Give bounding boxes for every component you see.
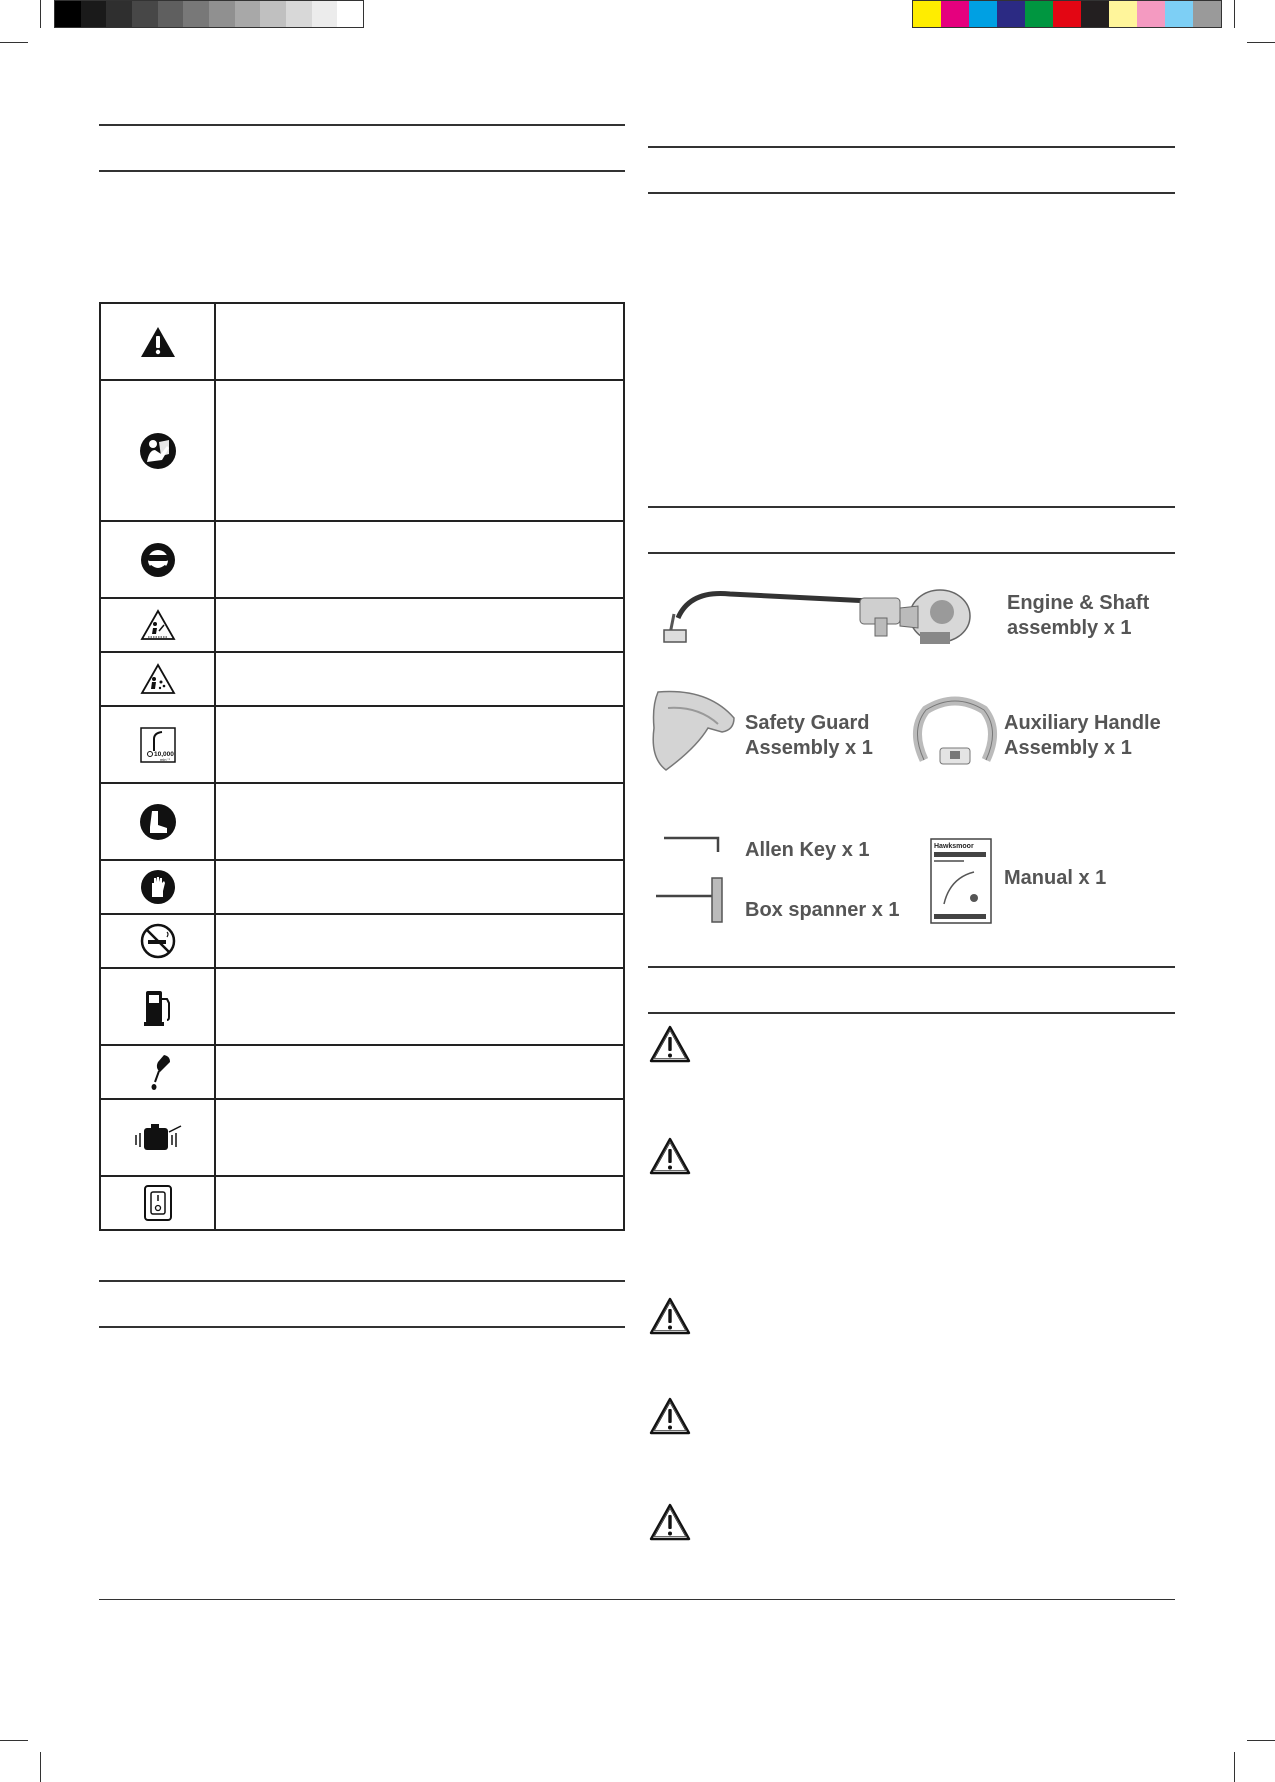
gray-swatch [81, 1, 107, 27]
crop-mark [40, 0, 41, 28]
table-row [100, 860, 624, 914]
max-speed-rpm-icon [140, 727, 176, 763]
table-row [100, 968, 624, 1045]
section-rule [648, 506, 1175, 508]
speed-unit-label: min⁻¹ [159, 756, 170, 762]
section-rule [99, 170, 625, 172]
fuel-pump-icon [142, 987, 174, 1027]
warning-triangle-icon [648, 1502, 692, 1542]
on-off-switch-icon [143, 1184, 173, 1222]
speed-value-label: 10,000 [153, 750, 174, 758]
crop-mark [1247, 1740, 1275, 1741]
table-row [100, 380, 624, 521]
color-swatch [1165, 1, 1193, 27]
gray-swatch [235, 1, 261, 27]
table-row [100, 783, 624, 860]
crop-mark [1234, 1752, 1235, 1782]
color-swatch [1081, 1, 1109, 27]
table-row [100, 303, 624, 380]
gray-swatch [286, 1, 312, 27]
engine-shaft-illustration [650, 580, 990, 660]
oil-drop-icon [140, 1052, 176, 1092]
footer-rule [99, 1599, 1175, 1600]
crop-mark [1234, 0, 1235, 28]
color-swatch [1053, 1, 1081, 27]
table-row [100, 598, 624, 652]
warning-triangle-icon [648, 1024, 692, 1064]
gray-swatch [132, 1, 158, 27]
color-swatch [1137, 1, 1165, 27]
color-swatch [913, 1, 941, 27]
box-spanner-illustration [654, 876, 728, 924]
color-swatch [1025, 1, 1053, 27]
crop-mark [0, 1740, 28, 1741]
gray-swatch [260, 1, 286, 27]
gloves-icon [140, 869, 176, 905]
table-row [100, 914, 624, 968]
bystander-distance-icon [140, 609, 176, 641]
safety-boots-icon [139, 803, 177, 841]
thrown-objects-icon [140, 663, 176, 695]
section-rule [648, 192, 1175, 194]
section-rule [648, 146, 1175, 148]
manual-cover-brand: Hawksmoor [934, 843, 974, 850]
no-smoking-icon [140, 923, 176, 959]
color-swatch [1193, 1, 1221, 27]
color-swatch [1109, 1, 1137, 27]
engine-shaft-label: Engine & Shaft assembly x 1 [1007, 592, 1150, 639]
table-row [100, 706, 624, 783]
eye-ear-protection-icon [140, 542, 176, 578]
manual-illustration [930, 838, 992, 924]
warning-triangle-icon [648, 1136, 692, 1176]
table-row [100, 1099, 624, 1176]
warning-triangle-icon [648, 1396, 692, 1436]
gray-swatch [312, 1, 338, 27]
safety-guard-illustration [648, 688, 740, 774]
crop-mark [40, 1752, 41, 1782]
color-swatch [969, 1, 997, 27]
auxiliary-handle-illustration [910, 694, 1000, 770]
crop-mark [0, 42, 28, 43]
choke-lever-icon [133, 1120, 183, 1156]
safety-guard-label: Safety Guard Assembly x 1 [745, 712, 873, 759]
safety-symbols-table [99, 302, 625, 1231]
gray-swatch [337, 1, 363, 27]
gray-swatch [55, 1, 81, 27]
warning-triangle-icon [648, 1296, 692, 1336]
color-swatch [997, 1, 1025, 27]
crop-mark [1247, 42, 1275, 43]
gray-swatch [183, 1, 209, 27]
section-rule [99, 1326, 625, 1328]
table-row [100, 521, 624, 598]
read-manual-icon [139, 432, 177, 470]
auxiliary-handle-label: Auxiliary Handle Assembly x 1 [1004, 712, 1161, 759]
warning-triangle-icon [140, 326, 176, 358]
section-rule [648, 966, 1175, 968]
grayscale-calibration-bar [54, 0, 364, 28]
gray-swatch [209, 1, 235, 27]
table-row [100, 1045, 624, 1099]
color-swatch [941, 1, 969, 27]
table-row [100, 1176, 624, 1230]
section-rule [99, 124, 625, 126]
table-row [100, 652, 624, 706]
color-calibration-bar [912, 0, 1222, 28]
manual-label: Manual x 1 [1004, 867, 1107, 889]
allen-key-illustration [662, 834, 722, 854]
section-rule [648, 552, 1175, 554]
gray-swatch [106, 1, 132, 27]
allen-key-label: Allen Key x 1 [745, 839, 870, 861]
section-rule [99, 1280, 625, 1282]
section-rule [648, 1012, 1175, 1014]
box-spanner-label: Box spanner x 1 [745, 899, 900, 921]
gray-swatch [158, 1, 184, 27]
